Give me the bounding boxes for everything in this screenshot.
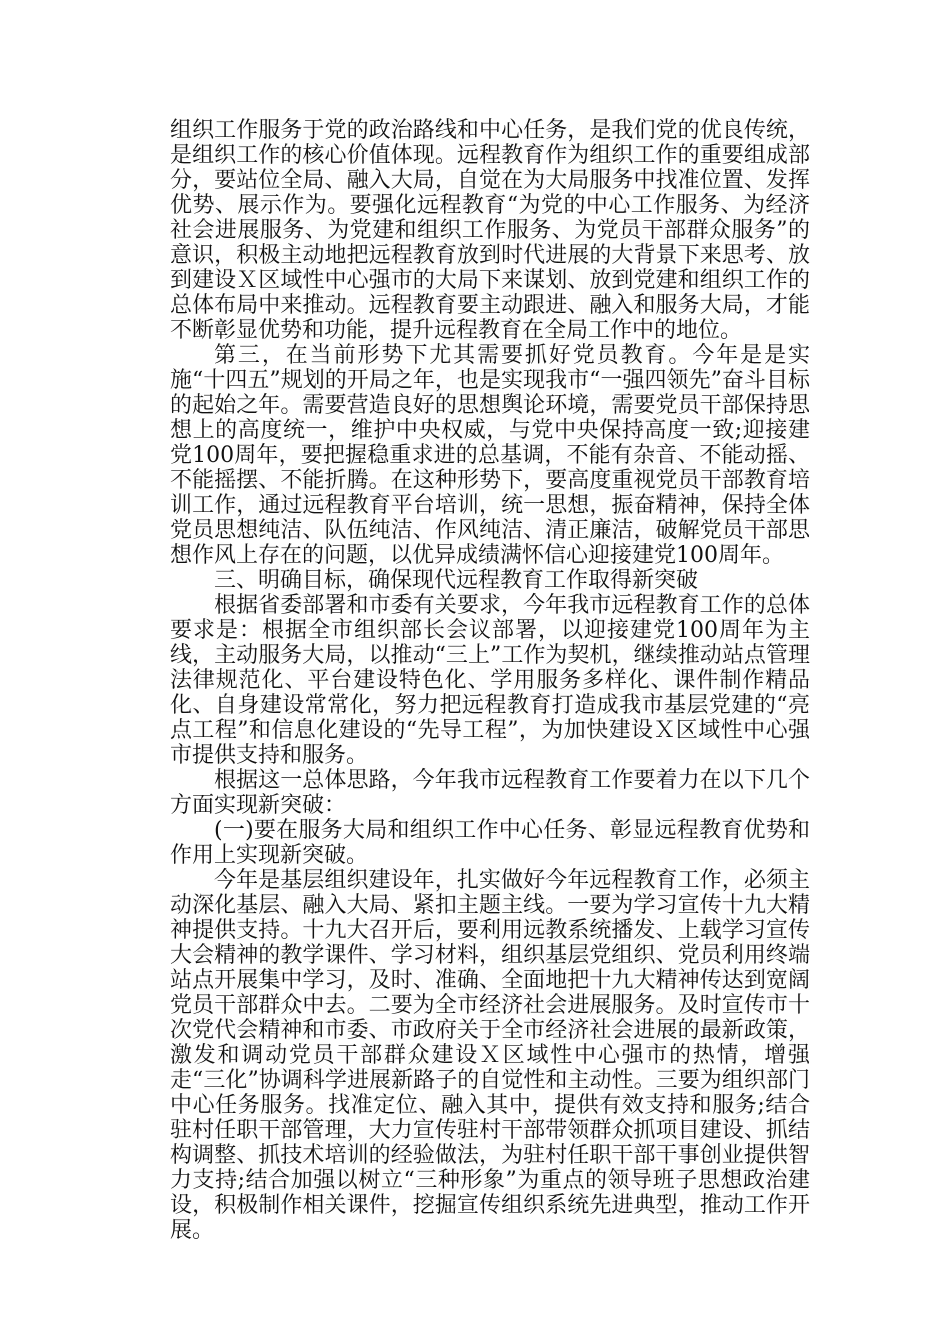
- paragraph-2: 第三，在当前形势下尤其需要抓好党员教育。今年是是实施“十四五”规划的开局之年，也是实现我市“一强四领先”奋斗目标的起始之年。需要营造良好的思想舆论环境，需要党员干部保持思想上的高度统一，维护中央权威，与党中央保持高度一致;迎接建党100周年，要把握稳重求进的总基调，不能有杂音、不能动摇、不能摇摆、不能折腾。在这种形势下，要高度重视党员干部教育培训工作，通过远程教育平台培训，统一思想，振奋精神，保持全体党员思想纯洁、队伍纯洁、作风纯洁、清正廉洁，破解党员干部思想作风上存在的问题，以优异成绩满怀信心迎接建党100周年。: [170, 343, 810, 568]
- paragraph-7: 今年是基层组织建设年，扎实做好今年远程教育工作，必须主动深化基层、融入大局、紧扣主题主线。一要为学习宣传十九大精神提供支持。十九大召开后，要利用远教系统播发、上载学习宣传大会精神的教学课件、学习材料，组织基层党组织、党员利用终端站点开展集中学习，及时、准确、全面地把十九大精神传达到宽阔党员干部群众中去。二要为全市经济社会进展服务。及时宣传市十次党代会精神和市委、市政府关于全市经济社会进展的最新政策，激发和调动党员干部群众建设Ｘ区域性中心强市的热情，增强走“三化”协调科学进展新路子的自觉性和主动性。三要为组织部门中心任务服务。找准定位、融入其中，提供有效支持和服务;结合驻村任职干部管理，大力宣传驻村干部带领群众抓项目建设、抓结构调整、抓技术培训的经验做法，为驻村任职干部干事创业提供智力支持;结合加强以树立“三种形象”为重点的领导班子思想政治建设，积极制作相关课件，挖掘宣传组织系统先进典型，推动工作开展。: [170, 868, 810, 1243]
- subsection-heading: (一)要在服务大局和组织工作中心任务、彰显远程教育优势和作用上实现新突破。: [170, 818, 810, 868]
- section-heading: 三、明确目标，确保现代远程教育工作取得新突破: [214, 568, 699, 593]
- paragraph-4: 根据省委部署和市委有关要求，今年我市远程教育工作的总体要求是：根据全市组织部长会议部署，以迎接建党100周年为主线，主动服务大局，以推动“三上”工作为契机，继续推动站点管理法律规范化、平台建设特色化、学用服务多样化、课件制作精品化、自身建设常常化，努力把远程教育打造成我市基层党建的“亮点工程”和信息化建设的“先导工程”，为加快建设Ｘ区域性中心强市提供支持和服务。: [170, 593, 810, 768]
- document-body: [170, 118, 810, 1243]
- paragraph-5: 根据这一总体思路，今年我市远程教育工作要着力在以下几个方面实现新突破：: [170, 768, 810, 818]
- paragraph-1: 组织工作服务于党的政治路线和中心任务，是我们党的优良传统，是组织工作的核心价值体现。远程教育作为组织工作的重要组成部分，要站位全局、融入大局，自觉在为大局服务中找准位置、发挥优势、展示作为。要强化远程教育“为党的中心工作服务、为经济社会进展服务、为党建和组织工作服务、为党员干部群众服务”的意识，积极主动地把远程教育放到时代进展的大背景下来思考、放到建设Ｘ区域性中心强市的大局下来谋划、放到党建和组织工作的总体布局中来推动。远程教育要主动跟进、融入和服务大局，才能不断彰显优势和功能，提升远程教育在全局工作中的地位。: [170, 118, 810, 343]
